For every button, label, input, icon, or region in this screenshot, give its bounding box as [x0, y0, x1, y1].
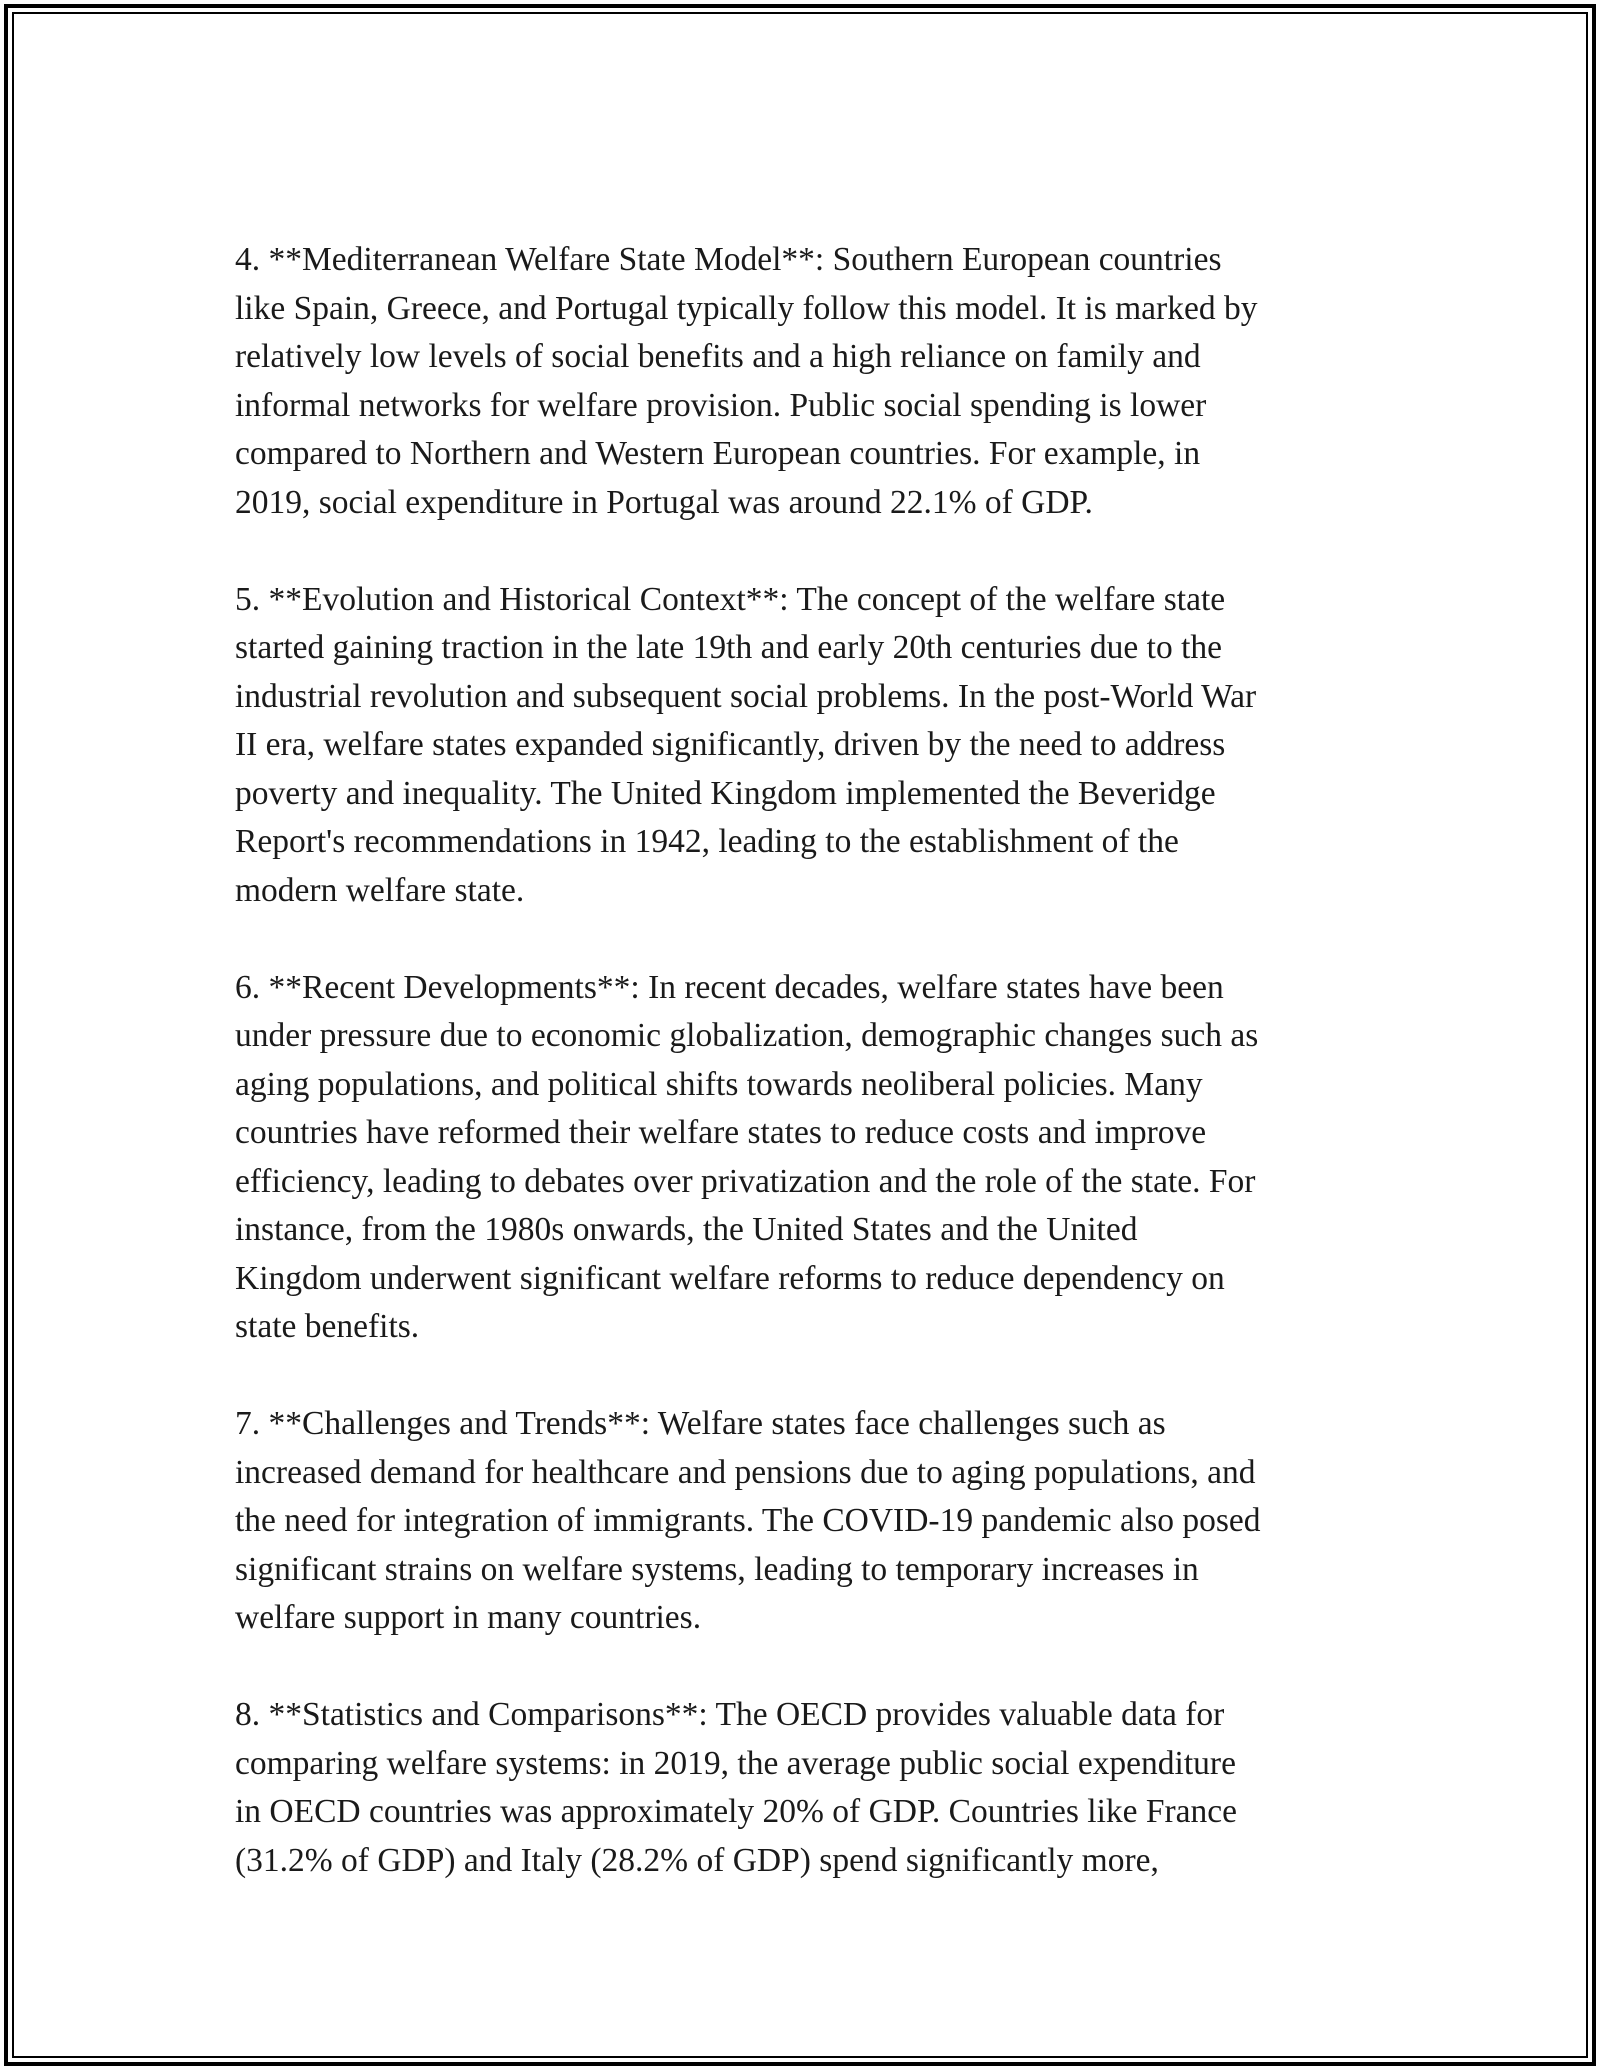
paragraph-statistics-comparisons — [235, 1691, 1375, 1885]
text-line: state benefits. — [235, 1308, 420, 1345]
text-line: modern welfare state. — [235, 871, 525, 909]
text-line: efficiency, leading to debates over privatization and the role of the state. For — [235, 1162, 1256, 1200]
text-line: increased demand for healthcare and pensions due to aging populations, and — [235, 1453, 1256, 1491]
text-line: instance, from the 1980s onwards, the United States and the United — [235, 1211, 1138, 1248]
document-body — [235, 236, 1375, 1934]
text-line: 4. **Mediterranean Welfare State Model**: Southern European countries — [235, 241, 1222, 278]
text-line: Report's recommendations in 1942, leading to the establishment of the — [235, 823, 1179, 860]
text-line: started gaining traction in the late 19th and early 20th centuries due to the — [235, 629, 1223, 666]
text-line: poverty and inequality. The United Kingdom implemented the Beveridge — [235, 774, 1216, 812]
text-line: aging populations, and political shifts towards neoliberal policies. Many — [235, 1065, 1203, 1103]
text-line: welfare support in many countries. — [235, 1599, 702, 1636]
text-line: significant strains on welfare systems, leading to temporary increases in — [235, 1550, 1199, 1588]
paragraph-recent-developments — [235, 964, 1375, 1352]
text-line: 7. **Challenges and Trends**: Welfare states face challenges such as — [235, 1405, 1166, 1442]
text-line: compared to Northern and Western European countries. For example, in — [235, 435, 1201, 472]
text-line: countries have reformed their welfare states to reduce costs and improve — [235, 1114, 1207, 1151]
text-line: comparing welfare systems: in 2019, the average public social expenditure — [235, 1744, 1236, 1782]
text-line: under pressure due to economic globalization, demographic changes such as — [235, 1017, 1259, 1054]
text-line: informal networks for welfare provision. Public social spending is lower — [235, 386, 1207, 424]
text-line: 2019, social expenditure in Portugal was around 22.1% of GDP. — [235, 483, 1093, 521]
paragraph-challenges-trends — [235, 1400, 1375, 1643]
text-line: Kingdom underwent significant welfare reforms to reduce dependency on — [235, 1259, 1225, 1297]
paragraph-evolution-history — [235, 576, 1375, 916]
text-line: relatively low levels of social benefits and a high reliance on family and — [235, 338, 1201, 375]
text-line: industrial revolution and subsequent social problems. In the post-World War — [235, 677, 1257, 715]
text-line: 6. **Recent Developments**: In recent decades, welfare states have been — [235, 968, 1224, 1006]
text-line: like Spain, Greece, and Portugal typically follow this model. It is marked by — [235, 289, 1258, 327]
text-line: in OECD countries was approximately 20% of GDP. Countries like France — [235, 1793, 1238, 1830]
text-line: II era, welfare states expanded significantly, driven by the need to address — [235, 726, 1226, 763]
paragraph-mediterranean-model — [235, 236, 1375, 527]
text-line: the need for integration of immigrants. The COVID-19 pandemic also posed — [235, 1502, 1261, 1539]
text-line: 8. **Statistics and Comparisons**: The OECD provides valuable data for — [235, 1696, 1225, 1733]
text-line: 5. **Evolution and Historical Context**: The concept of the welfare state — [235, 580, 1226, 618]
text-line: (31.2% of GDP) and Italy (28.2% of GDP) spend significantly more, — [235, 1841, 1159, 1879]
